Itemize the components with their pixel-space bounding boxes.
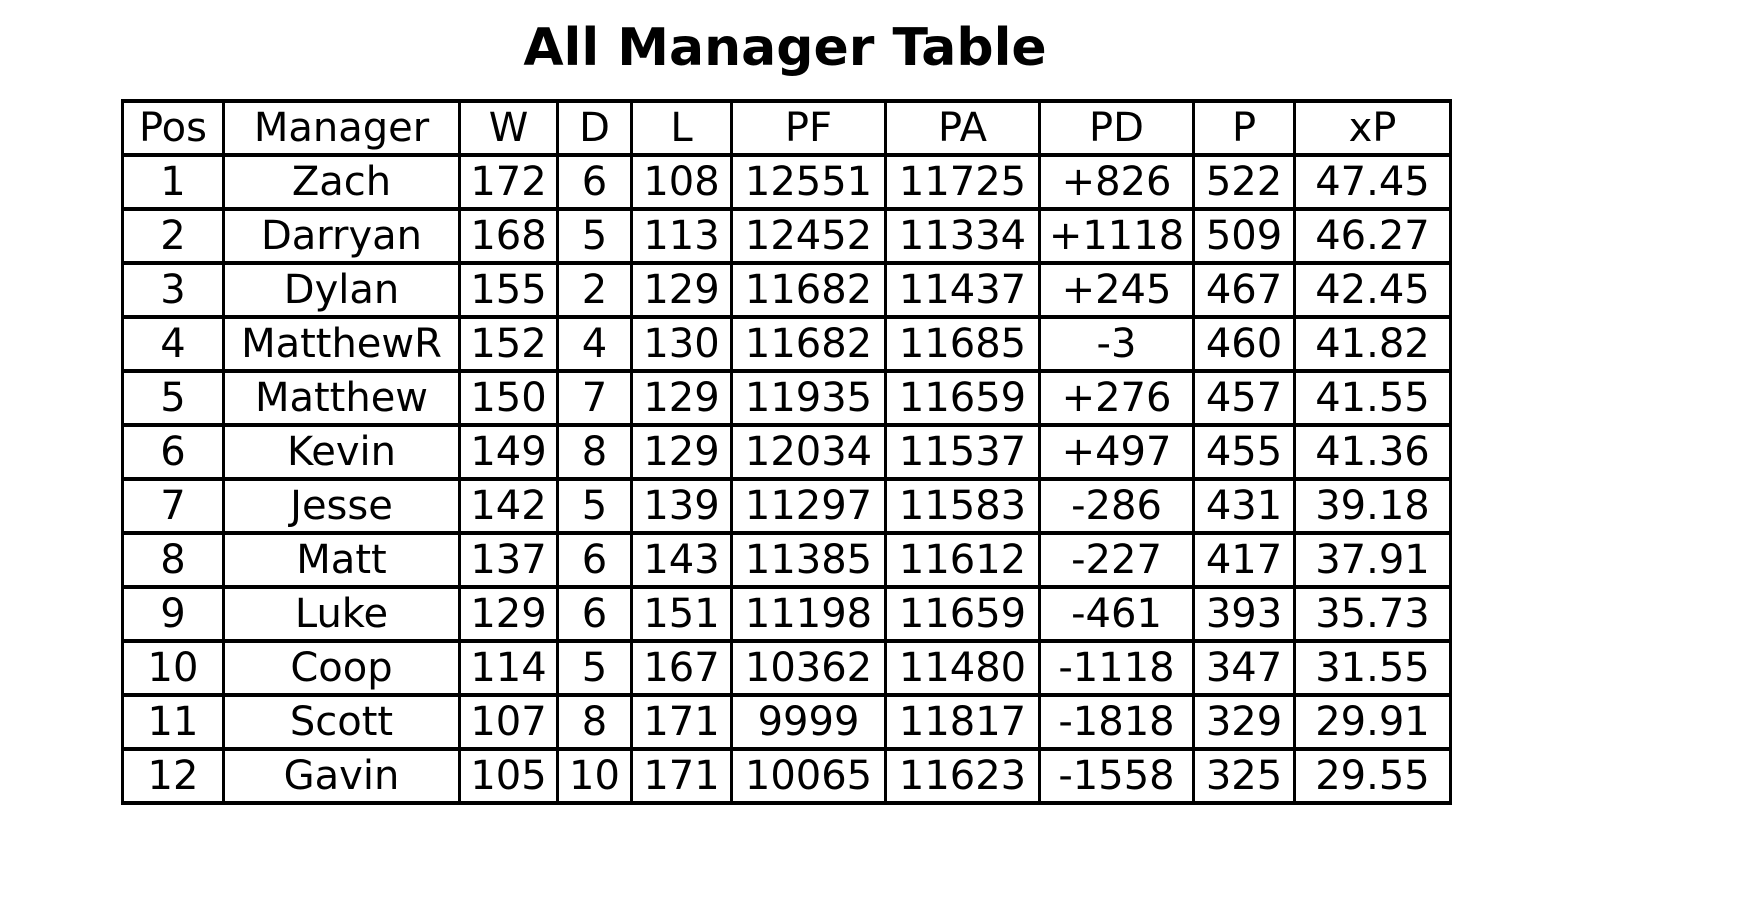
- table-row: [123, 749, 1451, 803]
- table-cell: 35.73: [1295, 587, 1451, 641]
- table-cell: 5: [558, 209, 632, 263]
- table-cell: 509: [1194, 209, 1295, 263]
- table-cell: 171: [632, 749, 732, 803]
- column-header: L: [632, 101, 732, 155]
- table-cell: 7: [558, 371, 632, 425]
- table-cell: 6: [558, 533, 632, 587]
- table-cell: 41.36: [1295, 425, 1451, 479]
- table-row: [123, 209, 1451, 263]
- table-cell: 46.27: [1295, 209, 1451, 263]
- table-cell: 41.82: [1295, 317, 1451, 371]
- table-cell: -461: [1040, 587, 1194, 641]
- table-cell: 11612: [886, 533, 1040, 587]
- table-cell: 29.91: [1295, 695, 1451, 749]
- table-cell: 47.45: [1295, 155, 1451, 209]
- table-cell: +497: [1040, 425, 1194, 479]
- table-cell: 8: [558, 695, 632, 749]
- table-cell: 12551: [732, 155, 886, 209]
- table-row: [123, 641, 1451, 695]
- table-cell: 12452: [732, 209, 886, 263]
- table-cell: 329: [1194, 695, 1295, 749]
- table-cell: -1118: [1040, 641, 1194, 695]
- table-cell: 8: [558, 425, 632, 479]
- table-cell: 11334: [886, 209, 1040, 263]
- table-cell: 151: [632, 587, 732, 641]
- table-cell: Dylan: [224, 263, 460, 317]
- table-cell: 149: [460, 425, 558, 479]
- table-cell: 167: [632, 641, 732, 695]
- table-cell: 11659: [886, 587, 1040, 641]
- table-cell: 455: [1194, 425, 1295, 479]
- table-cell: Jesse: [224, 479, 460, 533]
- manager-table: [121, 99, 1452, 805]
- column-header: PF: [732, 101, 886, 155]
- column-header: W: [460, 101, 558, 155]
- table-cell: 129: [460, 587, 558, 641]
- table-cell: 325: [1194, 749, 1295, 803]
- table-cell: -3: [1040, 317, 1194, 371]
- table-cell: 107: [460, 695, 558, 749]
- table-cell: Matt: [224, 533, 460, 587]
- table-cell: 417: [1194, 533, 1295, 587]
- table-cell: 168: [460, 209, 558, 263]
- table-cell: 42.45: [1295, 263, 1451, 317]
- table-cell: 11480: [886, 641, 1040, 695]
- table-cell: 11537: [886, 425, 1040, 479]
- table-cell: +826: [1040, 155, 1194, 209]
- table-cell: 11623: [886, 749, 1040, 803]
- table-cell: 37.91: [1295, 533, 1451, 587]
- table-cell: MatthewR: [224, 317, 460, 371]
- table-cell: 12: [123, 749, 224, 803]
- table-cell: 152: [460, 317, 558, 371]
- table-row: [123, 317, 1451, 371]
- table-body: [123, 155, 1451, 803]
- table-cell: -227: [1040, 533, 1194, 587]
- table-row: [123, 263, 1451, 317]
- table-cell: 11682: [732, 317, 886, 371]
- table-cell: Gavin: [224, 749, 460, 803]
- table-cell: 6: [558, 587, 632, 641]
- table-row: [123, 371, 1451, 425]
- table-cell: 7: [123, 479, 224, 533]
- table-cell: 11682: [732, 263, 886, 317]
- column-header: PA: [886, 101, 1040, 155]
- table-cell: 2: [558, 263, 632, 317]
- page-title: All Manager Table: [523, 18, 1047, 78]
- table-cell: 114: [460, 641, 558, 695]
- table-cell: 11685: [886, 317, 1040, 371]
- table-cell: 9999: [732, 695, 886, 749]
- table-cell: Kevin: [224, 425, 460, 479]
- column-header: Manager: [224, 101, 460, 155]
- table-cell: 457: [1194, 371, 1295, 425]
- table-cell: 129: [632, 263, 732, 317]
- column-header: P: [1194, 101, 1295, 155]
- table-cell: 11817: [886, 695, 1040, 749]
- table-cell: 347: [1194, 641, 1295, 695]
- table-cell: 1: [123, 155, 224, 209]
- table-cell: Scott: [224, 695, 460, 749]
- table-cell: 11385: [732, 533, 886, 587]
- table-cell: 105: [460, 749, 558, 803]
- table-cell: Coop: [224, 641, 460, 695]
- table-cell: 155: [460, 263, 558, 317]
- table-row: [123, 533, 1451, 587]
- table-cell: 31.55: [1295, 641, 1451, 695]
- table-row: [123, 695, 1451, 749]
- table-cell: 11935: [732, 371, 886, 425]
- table-cell: 129: [632, 425, 732, 479]
- table-cell: 4: [558, 317, 632, 371]
- table-cell: 4: [123, 317, 224, 371]
- table-cell: +245: [1040, 263, 1194, 317]
- table-cell: Matthew: [224, 371, 460, 425]
- table-cell: Zach: [224, 155, 460, 209]
- table-cell: 129: [632, 371, 732, 425]
- table-cell: 41.55: [1295, 371, 1451, 425]
- table-cell: 5: [123, 371, 224, 425]
- table-cell: 2: [123, 209, 224, 263]
- table-cell: 113: [632, 209, 732, 263]
- table-cell: 9: [123, 587, 224, 641]
- table-cell: 10: [558, 749, 632, 803]
- column-header: xP: [1295, 101, 1451, 155]
- table-cell: 142: [460, 479, 558, 533]
- table-cell: Darryan: [224, 209, 460, 263]
- table-cell: 11: [123, 695, 224, 749]
- table-row: [123, 425, 1451, 479]
- table-cell: 11198: [732, 587, 886, 641]
- table-cell: 11725: [886, 155, 1040, 209]
- table-cell: +1118: [1040, 209, 1194, 263]
- column-header: D: [558, 101, 632, 155]
- table-cell: 10065: [732, 749, 886, 803]
- table-cell: 150: [460, 371, 558, 425]
- table-cell: 5: [558, 479, 632, 533]
- table-cell: 6: [558, 155, 632, 209]
- table-cell: 393: [1194, 587, 1295, 641]
- table-header: [123, 101, 1451, 155]
- table-cell: +276: [1040, 371, 1194, 425]
- table-cell: 5: [558, 641, 632, 695]
- table-cell: 3: [123, 263, 224, 317]
- table-cell: 11659: [886, 371, 1040, 425]
- table-cell: 11297: [732, 479, 886, 533]
- table-cell: -286: [1040, 479, 1194, 533]
- table-cell: 12034: [732, 425, 886, 479]
- table-cell: 137: [460, 533, 558, 587]
- table-cell: 10362: [732, 641, 886, 695]
- table-cell: 39.18: [1295, 479, 1451, 533]
- table-cell: 8: [123, 533, 224, 587]
- table-cell: 6: [123, 425, 224, 479]
- column-header: PD: [1040, 101, 1194, 155]
- table-cell: 431: [1194, 479, 1295, 533]
- table-row: [123, 587, 1451, 641]
- table-cell: 522: [1194, 155, 1295, 209]
- table-cell: 143: [632, 533, 732, 587]
- table-cell: -1818: [1040, 695, 1194, 749]
- table-cell: 460: [1194, 317, 1295, 371]
- table-cell: 467: [1194, 263, 1295, 317]
- table-cell: 11583: [886, 479, 1040, 533]
- table-row: [123, 479, 1451, 533]
- table-cell: 171: [632, 695, 732, 749]
- table-cell: 10: [123, 641, 224, 695]
- table-cell: -1558: [1040, 749, 1194, 803]
- column-header: Pos: [123, 101, 224, 155]
- table-row: [123, 155, 1451, 209]
- table-cell: 29.55: [1295, 749, 1451, 803]
- table-cell: 139: [632, 479, 732, 533]
- table-cell: 172: [460, 155, 558, 209]
- table-cell: 11437: [886, 263, 1040, 317]
- table-cell: 108: [632, 155, 732, 209]
- table-cell: Luke: [224, 587, 460, 641]
- header-row: [123, 101, 1451, 155]
- table-cell: 130: [632, 317, 732, 371]
